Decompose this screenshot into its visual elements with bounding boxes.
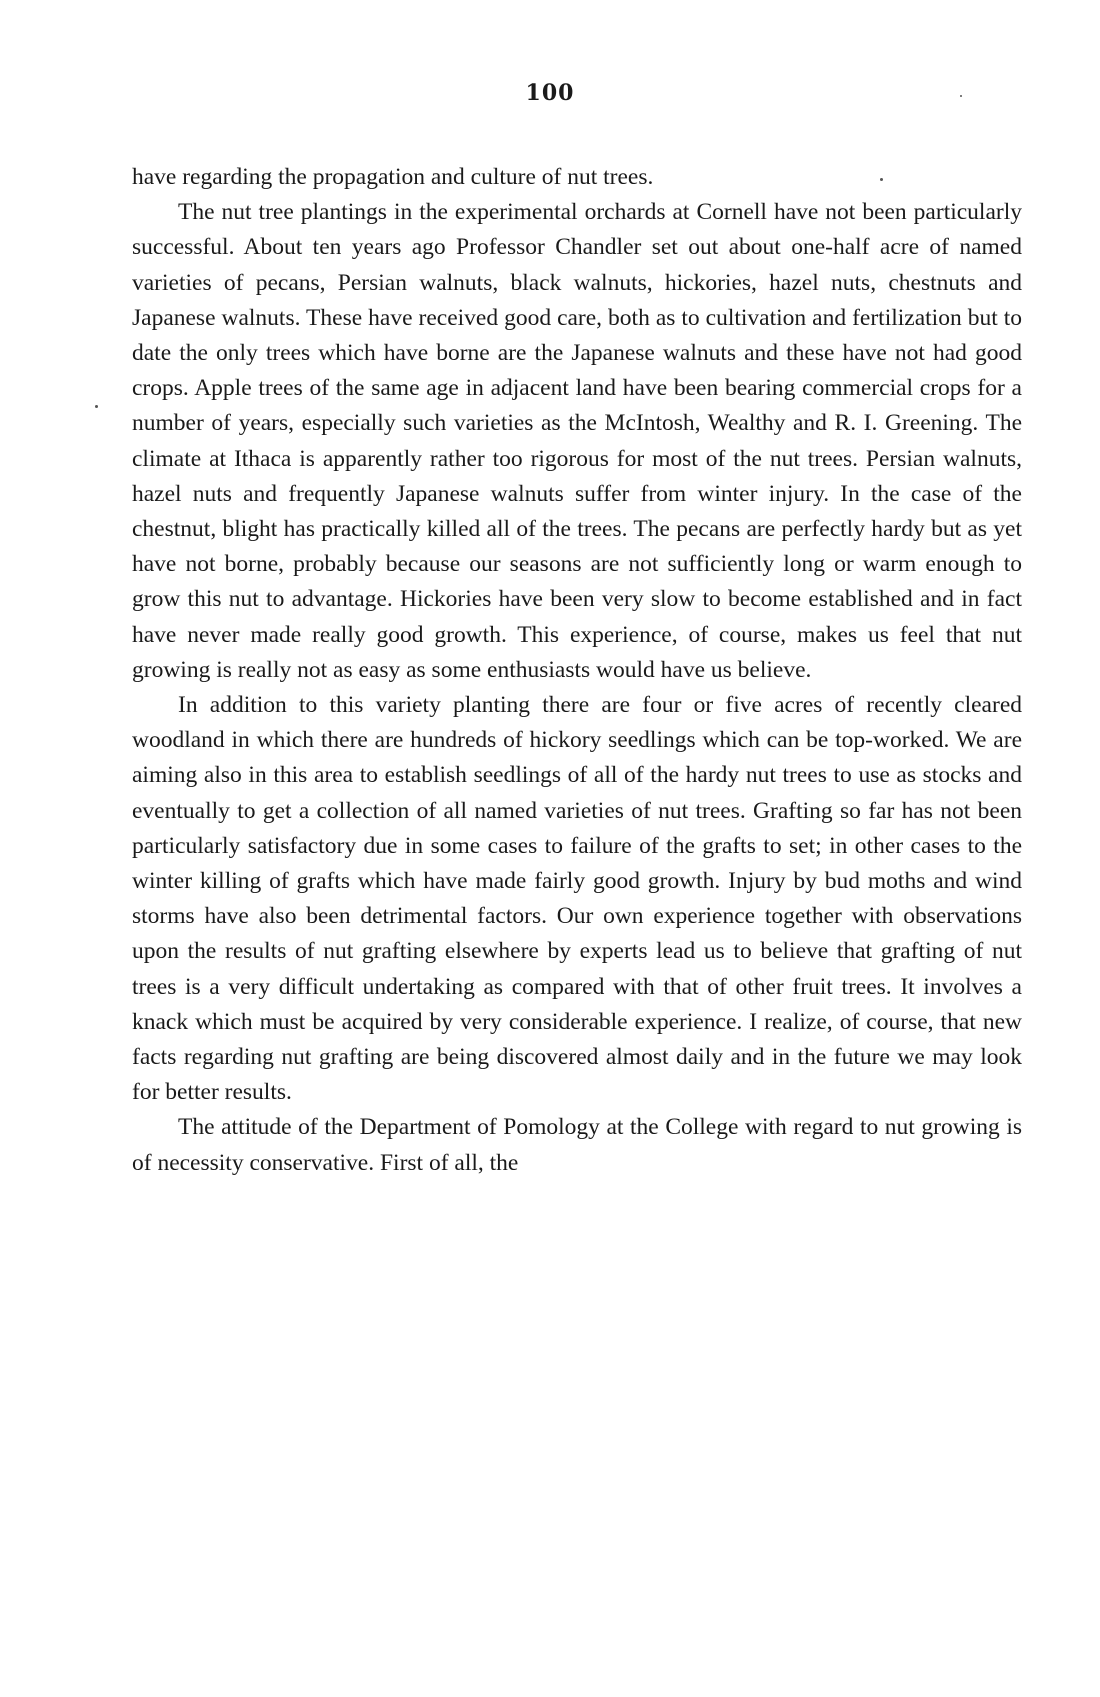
paragraph-nut-plantings: The nut tree plantings in the experimental orchards at Cornell have not been particularly successful. About ten years ago Professor Chandler set out about one-half acre of named varieties of pecans, Persian walnuts, black walnuts, hickories, hazel nuts, chestnuts and Japanese walnuts. These have received good care, both as to cultivation and fertilization but to date the only trees which have borne are the Japanese walnuts and these have not had good crops. Apple trees of the same age in adjacent land have been bearing commercial crops for a number of years, especially such varieties as the McIntosh, Wealthy and R. I. Greening. The climate at Ithaca is apparently rather too rigorous for most of the nut trees. Persian walnuts, hazel nuts and frequently Japanese walnuts suffer from winter injury. In the case of the chestnut, blight has practically killed all of the trees. The pecans are perfectly hardy but as yet have not borne, probably because our seasons are not sufficiently long or warm enough to grow this nut to advantage. Hickories have been very slow to become established and in fact have never made really good growth. This experience, of course, makes us feel that nut growing is really not as easy as some enthusiasts would have us believe. bbox=[132, 199, 1022, 683]
page-number: 100 bbox=[525, 80, 575, 106]
scan-speck bbox=[960, 95, 962, 97]
scan-speck bbox=[880, 178, 883, 181]
paragraph-grafting: In addition to this variety planting there are four or five acres of recently cleared woodland in which there are hundreds of hickory seedlings which can be top-worked. We are aiming also in this area to establish seedlings of all of the hardy nut trees to use as stocks and eventually to get a collection of all named varieties of nut trees. Grafting so far has not been particularly satisfactory due in some cases to failure of the grafts to set; in other cases to the winter killing of grafts which have made fairly good growth. Injury by bud moths and wind storms have also been detrimental factors. Our own experience together with observations upon the results of nut grafting elsewhere by experts lead us to believe that grafting of nut trees is a very difficult undertaking as compared with that of other fruit trees. It involves a knack which must be acquired by very considerable experience. I realize, of course, that new facts regarding nut grafting are being discovered almost daily and in the future we may look for better results. bbox=[132, 692, 1022, 1106]
body-text bbox=[132, 160, 1022, 1181]
paragraph-continuation: have regarding the propagation and culture of nut trees. bbox=[132, 164, 654, 190]
scan-speck bbox=[95, 405, 98, 408]
paragraph-department-attitude: The attitude of the Department of Pomology at the College with regard to nut growing is of necessity conservative. First of all, the bbox=[132, 1114, 1022, 1176]
